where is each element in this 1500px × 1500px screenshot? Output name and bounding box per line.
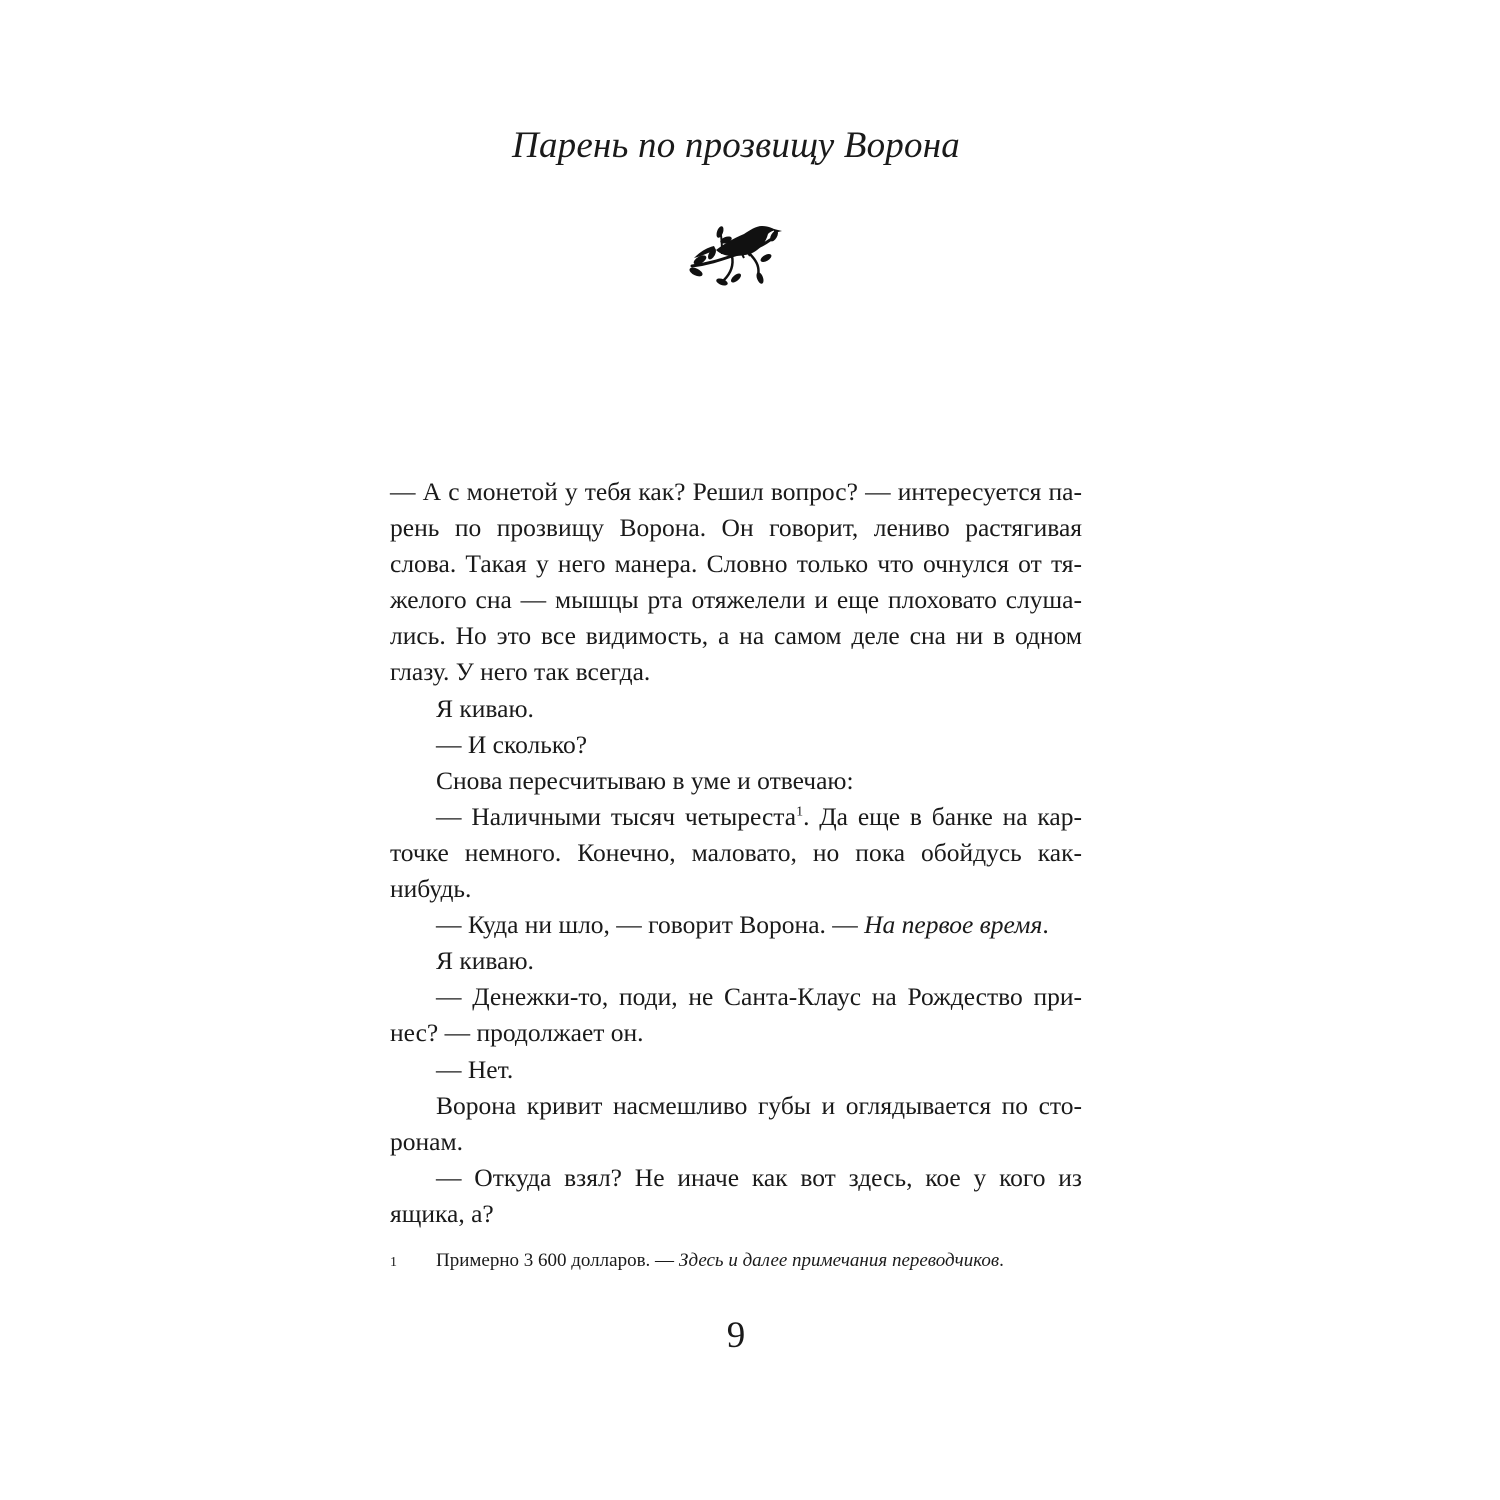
- footnote-text: [436, 1247, 1004, 1275]
- paragraph: Ворона кривит насмешливо губы и оглядывается по сторонам.: [390, 1090, 1082, 1156]
- paragraph: — А с монетой у тебя как? Решил вопрос? — интересуется парень по прозвищу Ворона. Он говорит, лениво растягивая слова. Такая у него манера. Словно только что очнулся от тяжелого сна — мышцы рта отяжелели и еще плоховато слушались. Но это все видимость, а на самом деле сна ни в одном глазу. У него так всегда.: [390, 477, 1082, 687]
- dialogue-text: — Наличными тысяч четыреста: [436, 801, 797, 831]
- body-text: [390, 474, 1082, 1232]
- dialogue-text: — Куда ни шло, — говорит Ворона. —: [436, 910, 865, 940]
- dialogue-line: — И сколько?: [436, 729, 588, 759]
- footnote-italic: Здесь и далее примечания переводчиков: [678, 1250, 1000, 1271]
- dialogue-line: [390, 799, 1082, 907]
- dialogue-line: [390, 907, 1082, 943]
- paragraph: Я киваю.: [436, 946, 534, 976]
- footnote-body: Примерно 3 600 долларов. —: [436, 1250, 679, 1271]
- footnote-reference[interactable]: 1: [796, 804, 804, 820]
- dialogue-text: . Да еще в банке на карточке немного. Конечно, маловато, но пока обойдусь как-нибудь.: [390, 801, 1082, 904]
- dialogue-line: — Нет.: [436, 1054, 514, 1084]
- emphasis-text: На первое время: [864, 910, 1043, 940]
- dialogue-line: — Денежки-то, поди, не Санта-Клаус на Рождество принес? — продолжает он.: [390, 982, 1082, 1048]
- dialogue-text: .: [1042, 910, 1049, 940]
- paragraph: Снова пересчитываю в уме и отвечаю:: [436, 765, 854, 795]
- crow-on-branch-icon: [686, 214, 782, 288]
- footnote-end: .: [999, 1250, 1004, 1271]
- page-number: 9: [726, 1315, 746, 1356]
- footnote-mark: 1: [390, 1255, 397, 1270]
- dialogue-line: — Откуда взял? Не иначе как вот здесь, кое у кого из ящика, а?: [390, 1162, 1082, 1228]
- paragraph: Я киваю.: [436, 693, 534, 723]
- chapter-title: Парень по прозвищу Ворона: [512, 125, 960, 166]
